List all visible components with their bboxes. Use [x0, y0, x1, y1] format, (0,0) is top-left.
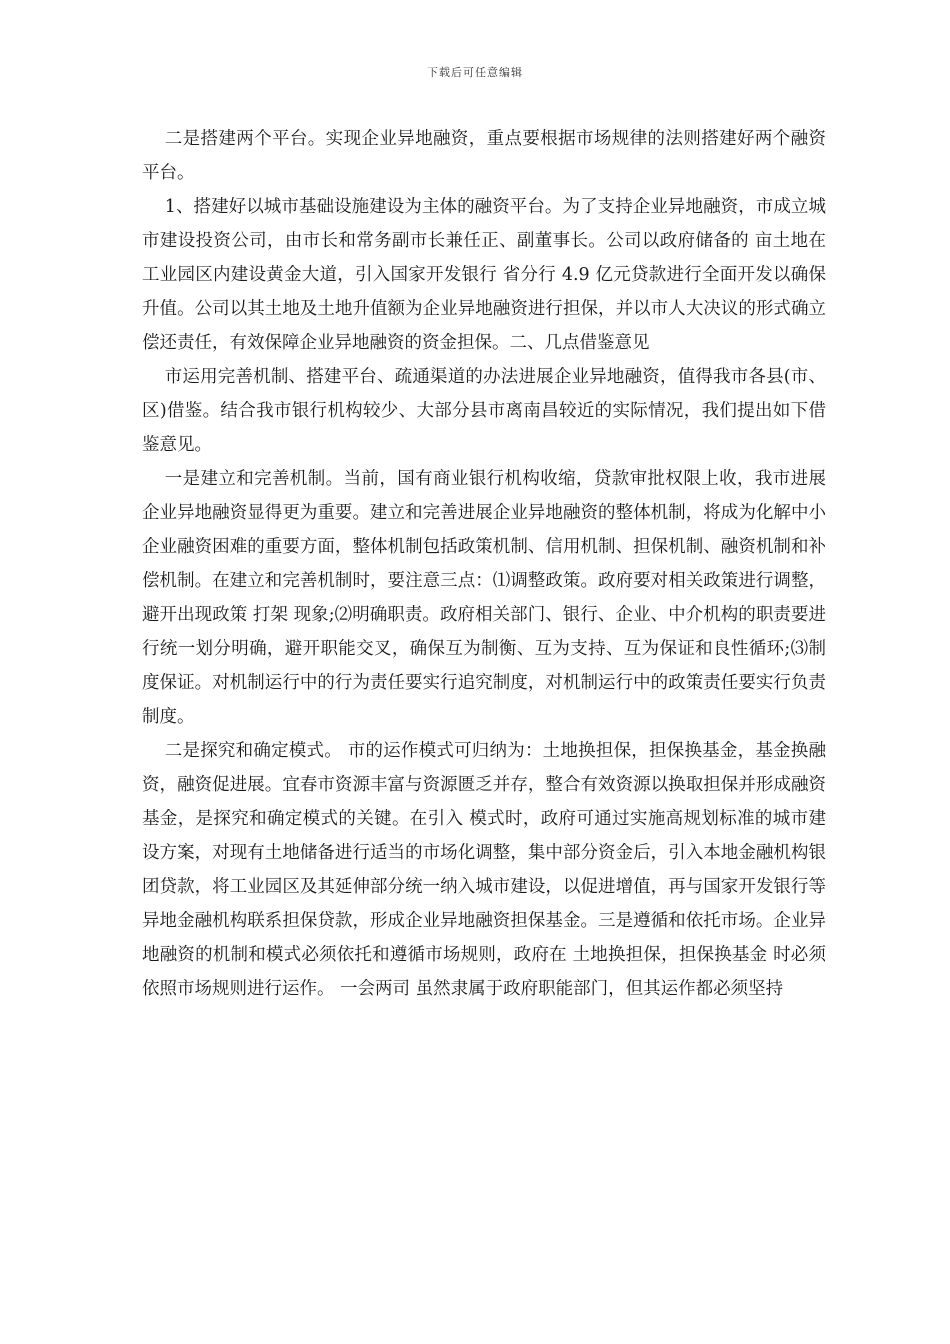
paragraph-reference-opinions: 市运用完善机制、搭建平台、疏通渠道的办法进展企业异地融资，值得我市各县(市、区)借鉴。结合我市银行机构较少、大部分县市离南昌较近的实际情况，我们提出如下借鉴意见。: [142, 367, 826, 455]
paragraph-model: 二是探究和确定模式。 市的运作模式可归纳为：土地换担保，担保换基金，基金换融资，融资促进展。宜春市资源丰富与资源匮乏并存，整合有效资源以换取担保并形成融资基金，是探究和确定模式的关键。在引入 模式时，政府可通过实施高规划标准的城市建设方案，对现有土地储备进行适当的市场化调整，集中部分资金后，引入本地金融机构银团贷款，将工业园区及其延伸部分统一纳入城市建设，以促进增值，再与国家开发银行等异地金融机构联系担保贷款，形成企业异地融资担保基金。三是遵循和依托市场。企业异地融资的机制和模式必须依托和遵循市场规则，政府在 土地换担保，担保换基金 时必须依照市场规则进行运作。 一会两司 虽然隶属于政府职能部门，但其运作都必须坚持: [142, 741, 826, 999]
paragraph-mechanism: 一是建立和完善机制。当前，国有商业银行机构收缩，贷款审批权限上收，我市进展企业异地融资显得更为重要。建立和完善进展企业异地融资的整体机制，将成为化解中小企业融资困难的重要方面，整体机制包括政策机制、信用机制、担保机制、融资机制和补偿机制。在建立和完善机制时，要注意三点：⑴调整政策。政府要对相关政策进行调整，避开出现政策 打架 现象;⑵明确职责。政府相关部门、银行、企业、中介机构的职责要进行统一划分明确，避开职能交叉，确保互为制衡、互为支持、互为保证和良性循环;⑶制度保证。对机制运行中的行为责任要实行追究制度，对机制运行中的政策责任要实行负责制度。: [142, 469, 826, 727]
paragraph-infrastructure-platform: 1、搭建好以城市基础设施建设为主体的融资平台。为了支持企业异地融资，市成立城市建设投资公司，由市长和常务副市长兼任正、副董事长。公司以政府储备的 亩土地在工业园区内建设黄金大道，引入国家开发银行 省分行 4.9 亿元贷款进行全面开发以确保升值。公司以其土地及土地升值额为企业异地融资进行担保，并以市人大决议的形式确立偿还责任，有效保障企业异地融资的资金担保。二、几点借鉴意见: [142, 197, 826, 353]
page-header: 下载后可任意编辑: [427, 66, 523, 79]
document-body: [142, 122, 826, 1006]
paragraph-two-platforms: 二是搭建两个平台。实现企业异地融资，重点要根据市场规律的法则搭建好两个融资平台。: [142, 129, 826, 183]
